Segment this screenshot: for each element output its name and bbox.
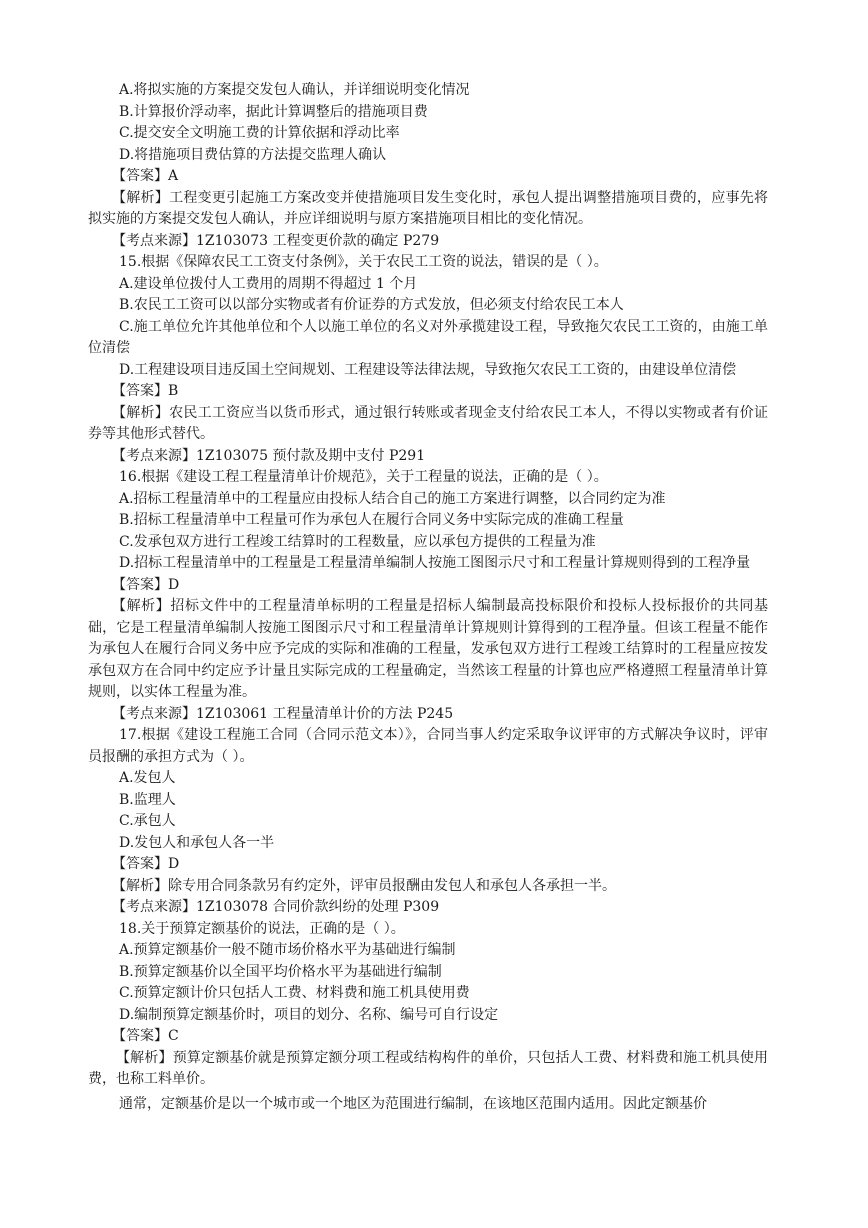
q18-analysis: 【解析】预算定额基价就是预算定额分项工程或结构构件的单价，只包括人工费、材料费和施工机具使用费，也称工料单价。 bbox=[88, 1049, 768, 1087]
q16-option-a: A.招标工程量清单中的工程量应由投标人结合自己的施工方案进行调整，以合同约定为准 bbox=[119, 490, 666, 507]
prev-source: 【考点来源】1Z103073 工程变更价款的确定 P279 bbox=[112, 232, 440, 249]
q18-option-b: B.预算定额基价以全国平均价格水平为基础进行编制 bbox=[119, 963, 442, 980]
prev-analysis: 【解析】工程变更引起施工方案改变并使措施项目发生变化时，承包人提出调整措施项目费的，应事先将拟实施的方案提交发包人确认，并应详细说明与原方案措施项目相比的变化情况。 bbox=[88, 189, 768, 227]
q17-source: 【考点来源】1Z103078 合同价款纠纷的处理 P309 bbox=[112, 899, 440, 915]
q15-analysis: 【解析】农民工工资应当以货币形式，通过银行转账或者现金支付给农民工本人，不得以实物或者有价证券等其他形式替代。 bbox=[88, 404, 768, 442]
q17-option-d: D.发包人和承包人各一半 bbox=[119, 834, 275, 851]
prev-option-c: C.提交安全文明施工费的计算依据和浮动比率 bbox=[119, 125, 400, 141]
q17-option-b: B.监理人 bbox=[119, 791, 176, 808]
prev-option-a: A.将拟实施的方案提交发包人确认，并详细说明变化情况 bbox=[119, 82, 470, 98]
q18-option-d: D.编制预算定额基价时，项目的划分、名称、编号可自行设定 bbox=[119, 1006, 499, 1023]
q17-answer: 【答案】D bbox=[112, 856, 180, 872]
q18-answer: 【答案】C bbox=[112, 1028, 179, 1044]
q16-option-d: D.招标工程量清单中的工程量是工程量清单编制人按施工图图示尺寸和工程量计算规则得到的工程净量 bbox=[119, 555, 751, 571]
q15-stem: 15.根据《保障农民工工资支付条例》，关于农民工工资的说法，错误的是（ ）。 bbox=[119, 254, 608, 270]
q18-option-c: C.预算定额计价只包括人工费、材料费和施工机具使用费 bbox=[119, 985, 470, 1001]
q18-stem: 18.关于预算定额基价的说法，正确的是（ ）。 bbox=[119, 920, 405, 937]
q15-answer: 【答案】B bbox=[112, 383, 179, 399]
q16-option-b: B.招标工程量清单中工程量可作为承包人在履行合同义务中实际完成的准确工程量 bbox=[119, 512, 624, 528]
q15-source: 【考点来源】1Z103075 预付款及期中支付 P291 bbox=[112, 447, 426, 464]
q17-analysis: 【解析】除专用合同条款另有约定外，评审员报酬由发包人和承包人各承担一半。 bbox=[112, 877, 616, 894]
q16-source: 【考点来源】1Z103061 工程量清单计价的方法 P245 bbox=[112, 705, 454, 722]
q16-analysis: 【解析】招标文件中的工程量清单标明的工程量是招标人编制最高投标限价和投标人投标报价的共同基础，它是工程量清单编制人按施工图图示尺寸和工程量清单计算规则计算得到的工程净量。但该工程量不能作为承包人在履行合同义务中应予完成的实际和准确的工程量，发承包双方进行工程竣工结算时的工程量应按发承包双方在合同中约定应予计量且实际完成的工程量确定，当然该工程量的计算也应严格遵照工程量清单计算规则，以实体工程量为准。 bbox=[88, 598, 768, 700]
prev-option-b: B.计算报价浮动率，据此计算调整后的措施项目费 bbox=[119, 103, 428, 120]
prev-answer: 【答案】A bbox=[112, 168, 179, 184]
q15-option-b: B.农民工工资可以以部分实物或者有价证券的方式发放，但必须支付给农民工本人 bbox=[119, 297, 624, 313]
prev-option-d: D.将措施项目费估算的方法提交监理人确认 bbox=[119, 146, 387, 163]
q18-continuation: 通常，定额基价是以一个城市或一个地区为范围进行编制，在该地区范围内适用。因此定额基价 bbox=[119, 1095, 707, 1112]
q16-option-c: C.发承包双方进行工程竣工结算时的工程数量，应以承包方提供的工程量为准 bbox=[119, 533, 596, 550]
q16-answer: 【答案】D bbox=[112, 576, 180, 593]
q17-option-a: A.发包人 bbox=[119, 770, 176, 786]
q17-stem: 17.根据《建设工程施工合同（合同示范文本）》，合同当事人约定采取争议评审的方式解决争议时，评审员报酬的承担方式为（ ）。 bbox=[88, 727, 768, 765]
q15-option-d: D.工程建设项目违反国土空间规划、工程建设等法律法规，导致拖欠农民工工资的，由建设单位清偿 bbox=[119, 361, 737, 378]
document-body bbox=[88, 80, 768, 1115]
q18-option-a: A.预算定额基价一般不随市场价格水平为基础进行编制 bbox=[119, 942, 456, 958]
q15-option-c: C.施工单位允许其他单位和个人以施工单位的名义对外承揽建设工程，导致拖欠农民工工资的，由施工单位清偿 bbox=[88, 318, 768, 356]
q16-stem: 16.根据《建设工程工程量清单计价规范》，关于工程量的说法，正确的是（ ）。 bbox=[119, 469, 608, 485]
q17-option-c: C.承包人 bbox=[119, 813, 176, 829]
q15-option-a: A.建设单位拨付人工费用的周期不得超过 1 个月 bbox=[119, 275, 418, 292]
